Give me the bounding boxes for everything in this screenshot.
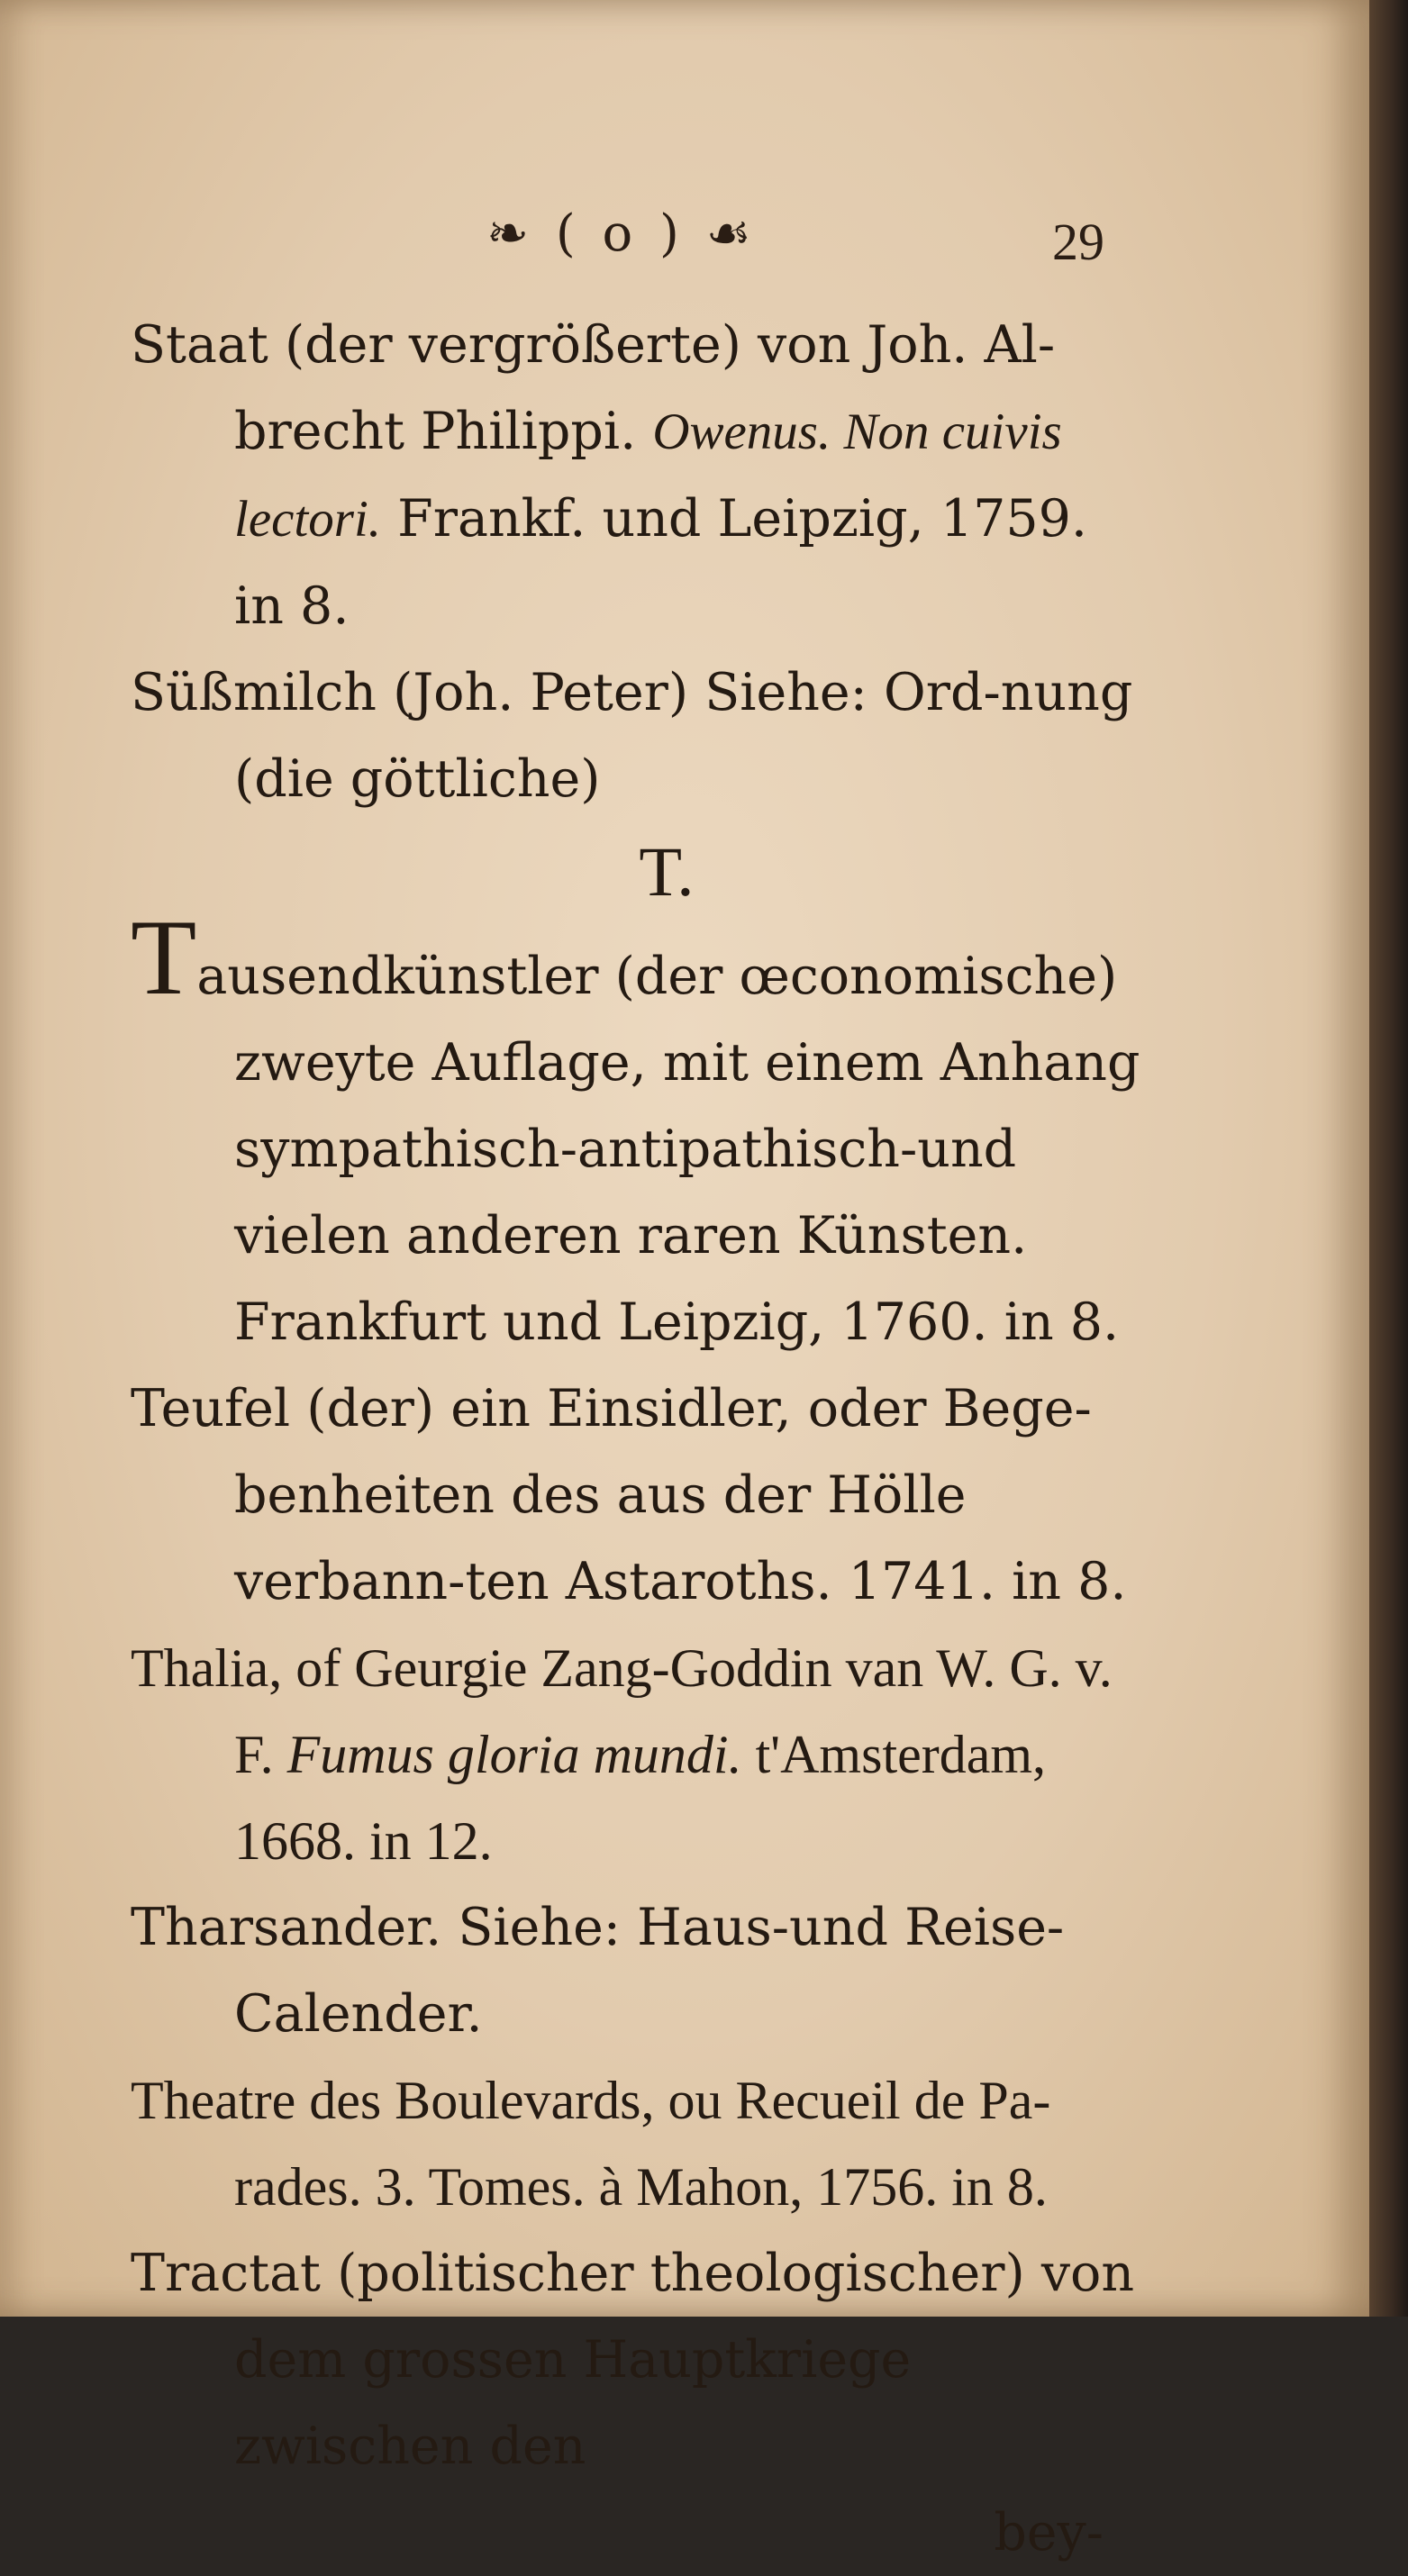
page-header <box>0 185 1369 293</box>
entry-tausendkuenstler <box>131 897 1149 1365</box>
book-edge <box>1365 0 1408 2317</box>
section-letter: T. <box>639 832 695 911</box>
entry-thalia <box>131 1625 1149 1884</box>
entry-tharsander <box>131 1884 1149 2057</box>
entry-staat <box>131 302 1149 649</box>
entry-main: ausendkünstler (der œconomische) zweyte Auflage, mit einem Anhang sympathisch-antipathisch-und vielen anderen raren Künsten. Frankfurt und Leipzig, 1760. in 8. <box>196 947 1140 1352</box>
entry-main: Theatre des Boulevards, ou Recueil de Pa-rades. 3. Tomes. à Mahon, 1756. in 8. <box>131 2071 1051 2217</box>
entry-main: Süßmilch (Joh. Peter) Siehe: Ord-nung (die göttliche) <box>131 663 1133 809</box>
catchword: bey- <box>994 2503 1104 2562</box>
header-ornament: ❧ ( o ) ☙ <box>486 204 757 263</box>
entry-main: Thalia, of Geurgie Zang-Goddin van W. G. v. F. <box>131 1638 1113 1784</box>
entry-italic: Owenus. Non cuivis lectori. <box>234 404 1062 548</box>
entry-main: Staat (der vergrößerte) von Joh. Al-brecht Philippi. <box>131 315 1056 461</box>
page-body <box>131 302 1149 2576</box>
entry-main: Teufel (der) ein Einsidler, oder Bege-benheiten des aus der Hölle verbann-ten Astaroths. 1741. in 8. <box>131 1379 1127 1611</box>
entry-teufel <box>131 1365 1149 1625</box>
drop-cap: T <box>131 897 197 1017</box>
entry-tractat <box>131 2230 1149 2490</box>
entry-tail: t'Amsterdam, 1668. in 12. <box>234 1725 1047 1871</box>
entry-suessmilch <box>131 649 1149 822</box>
entry-main: Tractat (politischer theologischer) von dem grossen Hauptkriege zwischen den <box>131 2244 1135 2476</box>
entry-italic: Fumus gloria mundi. <box>286 1725 742 1784</box>
entry-tail: Frankf. und Leipzig, 1759. in 8. <box>234 489 1087 636</box>
entry-main: Tharsander. Siehe: Haus-und Reise-Calender. <box>131 1898 1065 2044</box>
page-number: 29 <box>1052 213 1104 271</box>
entry-theatre <box>131 2057 1149 2230</box>
